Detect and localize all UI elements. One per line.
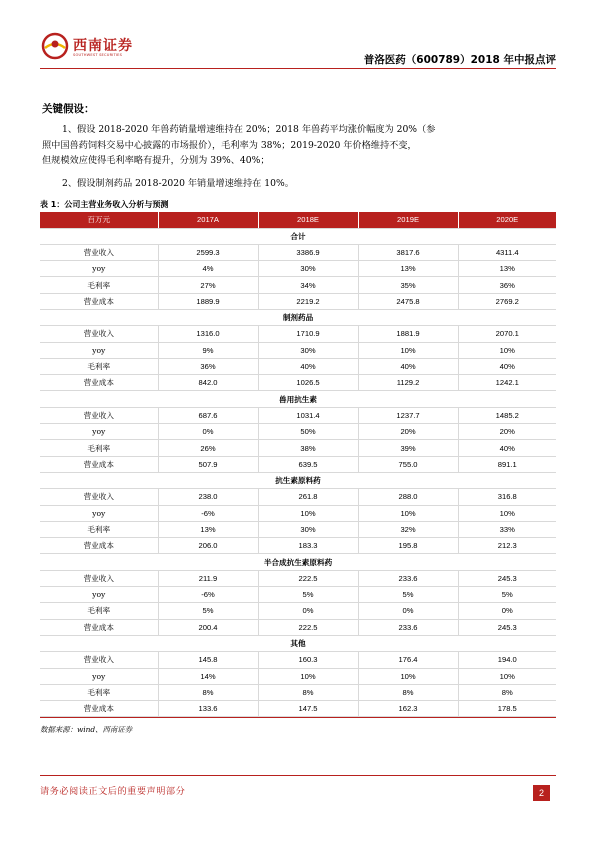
table-cell: 238.0 — [158, 489, 258, 505]
table-cell: 507.9 — [158, 456, 258, 472]
table-bottom-rule — [40, 717, 556, 718]
paragraph-line: 但规模效应使得毛利率略有提升，分别为 39%、40%； — [42, 155, 270, 166]
table-cell: 10% — [358, 505, 458, 521]
table-row — [40, 358, 556, 374]
table-cell: 1026.5 — [258, 375, 358, 391]
table-cell: 8% — [458, 684, 556, 700]
table-group-row — [40, 309, 556, 325]
group-label: 兽用抗生素 — [40, 391, 556, 407]
table-cell: 26% — [158, 440, 258, 456]
table-cell: 10% — [458, 668, 556, 684]
table-cell: 316.8 — [458, 489, 556, 505]
column-header: 2019E — [358, 212, 458, 228]
table-cell: 10% — [358, 342, 458, 358]
table-cell: 222.5 — [258, 619, 358, 635]
column-header: 2020E — [458, 212, 556, 228]
table-cell: 222.5 — [258, 570, 358, 586]
table-cell: 5% — [358, 587, 458, 603]
row-label: 毛利率 — [40, 684, 158, 700]
table-cell: 147.5 — [258, 701, 358, 717]
table-cell: 34% — [258, 277, 358, 293]
table-cell: 891.1 — [458, 456, 556, 472]
row-label: 营业收入 — [40, 489, 158, 505]
table-row — [40, 456, 556, 472]
column-header: 2017A — [158, 212, 258, 228]
row-label: yoy — [40, 424, 158, 440]
table-cell: 13% — [458, 261, 556, 277]
table-cell: 27% — [158, 277, 258, 293]
table-cell: 4311.4 — [458, 244, 556, 260]
table-cell: 145.8 — [158, 652, 258, 668]
table-cell: 13% — [358, 261, 458, 277]
table-cell: 162.3 — [358, 701, 458, 717]
table-cell: 178.5 — [458, 701, 556, 717]
table-cell: 10% — [358, 668, 458, 684]
row-label: yoy — [40, 261, 158, 277]
table-cell: 3817.6 — [358, 244, 458, 260]
table-cell: 10% — [258, 505, 358, 521]
table-group-row — [40, 554, 556, 570]
table-cell: 0% — [358, 603, 458, 619]
table-cell: 13% — [158, 521, 258, 537]
table-cell: 212.3 — [458, 538, 556, 554]
table-cell: 2769.2 — [458, 293, 556, 309]
table-row — [40, 489, 556, 505]
group-label: 抗生素原料药 — [40, 472, 556, 488]
row-label: 营业收入 — [40, 652, 158, 668]
table-group-row — [40, 391, 556, 407]
table-cell: 195.8 — [358, 538, 458, 554]
table-cell: 10% — [258, 668, 358, 684]
revenue-forecast-table — [40, 212, 556, 717]
row-label: yoy — [40, 668, 158, 684]
table-cell: 33% — [458, 521, 556, 537]
table-cell: 133.6 — [158, 701, 258, 717]
table-cell: 200.4 — [158, 619, 258, 635]
table-row — [40, 603, 556, 619]
data-source-note: 数据来源：wind、西南证券 — [40, 725, 133, 734]
table-cell: 639.5 — [258, 456, 358, 472]
row-label: 营业成本 — [40, 701, 158, 717]
row-label: yoy — [40, 505, 158, 521]
table-cell: 30% — [258, 261, 358, 277]
table-cell: 10% — [458, 505, 556, 521]
column-header: 2018E — [258, 212, 358, 228]
table-cell: 261.8 — [258, 489, 358, 505]
table-cell: 842.0 — [158, 375, 258, 391]
table-cell: 194.0 — [458, 652, 556, 668]
table-row — [40, 587, 556, 603]
table-cell: 0% — [458, 603, 556, 619]
row-label: yoy — [40, 342, 158, 358]
row-label: 毛利率 — [40, 521, 158, 537]
table-row — [40, 668, 556, 684]
table-row — [40, 505, 556, 521]
table-cell: 2599.3 — [158, 244, 258, 260]
table-cell: 176.4 — [358, 652, 458, 668]
table-row — [40, 684, 556, 700]
table-cell: 0% — [258, 603, 358, 619]
row-label: yoy — [40, 587, 158, 603]
table-cell: 183.3 — [258, 538, 358, 554]
table-cell: 1485.2 — [458, 407, 556, 423]
group-label: 合计 — [40, 228, 556, 244]
table-row — [40, 652, 556, 668]
table-cell: 36% — [158, 358, 258, 374]
table-row — [40, 261, 556, 277]
header-divider — [40, 68, 556, 69]
row-label: 毛利率 — [40, 603, 158, 619]
table-cell: 233.6 — [358, 619, 458, 635]
row-label: 毛利率 — [40, 358, 158, 374]
table-cell: 8% — [158, 684, 258, 700]
table-row — [40, 293, 556, 309]
table-cell: 288.0 — [358, 489, 458, 505]
table-cell: 233.6 — [358, 570, 458, 586]
row-label: 毛利率 — [40, 277, 158, 293]
table-cell: 0% — [158, 424, 258, 440]
company-logo — [40, 32, 160, 64]
table-cell: 5% — [458, 587, 556, 603]
page-number: 2 — [533, 785, 550, 801]
table-cell: 39% — [358, 440, 458, 456]
table-cell: 1316.0 — [158, 326, 258, 342]
table-row — [40, 521, 556, 537]
row-label: 营业成本 — [40, 456, 158, 472]
table-row — [40, 538, 556, 554]
table-cell: -6% — [158, 587, 258, 603]
row-label: 毛利率 — [40, 440, 158, 456]
row-label: 营业收入 — [40, 326, 158, 342]
table-group-row — [40, 635, 556, 651]
logo-emblem-icon — [40, 32, 70, 60]
table-row — [40, 570, 556, 586]
paragraph-line: 照中国兽药饲料交易中心披露的市场报价），毛利率为 38%；2019-2020 年价格维持不变， — [42, 139, 417, 151]
table-cell: 687.6 — [158, 407, 258, 423]
table-cell: 30% — [258, 521, 358, 537]
table-cell: 2475.8 — [358, 293, 458, 309]
table-cell: 20% — [458, 424, 556, 440]
assumption-paragraph-1 — [42, 122, 556, 169]
table-cell: 9% — [158, 342, 258, 358]
table-cell: 245.3 — [458, 570, 556, 586]
table-cell: 1242.1 — [458, 375, 556, 391]
row-label: 营业成本 — [40, 538, 158, 554]
table-row — [40, 375, 556, 391]
logo-name: 西南证券 — [73, 38, 133, 54]
table-row — [40, 701, 556, 717]
table-row — [40, 342, 556, 358]
table-cell: 40% — [458, 358, 556, 374]
table-row — [40, 619, 556, 635]
table-cell: 36% — [458, 277, 556, 293]
table-row — [40, 424, 556, 440]
table-row — [40, 244, 556, 260]
table-row — [40, 277, 556, 293]
paragraph-line: 1、假设 2018-2020 年兽药销量增速维持在 20%；2018 年兽药平均涨价幅度为 20%（参 — [62, 124, 436, 135]
page-header — [0, 0, 596, 80]
table-cell: 35% — [358, 277, 458, 293]
table-cell: -6% — [158, 505, 258, 521]
table-cell: 245.3 — [458, 619, 556, 635]
section-title: 关键假设： — [42, 103, 95, 115]
table-row — [40, 440, 556, 456]
assumption-paragraph-2: 2、假设制剂药品 2018-2020 年销量增速维持在 10%。 — [62, 178, 294, 189]
table-cell: 32% — [358, 521, 458, 537]
table-cell: 30% — [258, 342, 358, 358]
row-label: 营业收入 — [40, 570, 158, 586]
table-cell: 2070.1 — [458, 326, 556, 342]
group-label: 半合成抗生素原料药 — [40, 554, 556, 570]
table-cell: 10% — [458, 342, 556, 358]
table-cell: 1031.4 — [258, 407, 358, 423]
table-cell: 40% — [358, 358, 458, 374]
row-label: 营业成本 — [40, 293, 158, 309]
table-title: 表 1：公司主营业务收入分析与预测 — [40, 200, 169, 209]
table-cell: 3386.9 — [258, 244, 358, 260]
logo-subtitle: SOUTHWEST SECURITIES — [73, 53, 123, 57]
row-label: 营业成本 — [40, 619, 158, 635]
table-cell: 1881.9 — [358, 326, 458, 342]
table-cell: 14% — [158, 668, 258, 684]
table-row — [40, 326, 556, 342]
row-label: 营业收入 — [40, 407, 158, 423]
footer-notice: 请务必阅读正文后的重要声明部分 — [40, 786, 186, 797]
table-cell: 160.3 — [258, 652, 358, 668]
table-cell: 1710.9 — [258, 326, 358, 342]
table-cell: 1129.2 — [358, 375, 458, 391]
report-title: 普洛医药（600789）2018 年中报点评 — [363, 54, 556, 66]
table-cell: 8% — [258, 684, 358, 700]
table-cell: 5% — [258, 587, 358, 603]
table-cell: 2219.2 — [258, 293, 358, 309]
table-row — [40, 407, 556, 423]
table-cell: 211.9 — [158, 570, 258, 586]
table-header-row — [40, 212, 556, 228]
row-label: 营业成本 — [40, 375, 158, 391]
column-header: 百万元 — [40, 212, 158, 228]
table-group-row — [40, 228, 556, 244]
table-cell: 38% — [258, 440, 358, 456]
table-group-row — [40, 472, 556, 488]
table-cell: 1889.9 — [158, 293, 258, 309]
table-cell: 4% — [158, 261, 258, 277]
table-cell: 20% — [358, 424, 458, 440]
group-label: 制剂药品 — [40, 309, 556, 325]
table-cell: 206.0 — [158, 538, 258, 554]
table-cell: 40% — [258, 358, 358, 374]
table-cell: 755.0 — [358, 456, 458, 472]
row-label: 营业收入 — [40, 244, 158, 260]
footer-divider — [40, 775, 556, 776]
table-cell: 5% — [158, 603, 258, 619]
table-cell: 8% — [358, 684, 458, 700]
table-body — [40, 228, 556, 717]
table-cell: 1237.7 — [358, 407, 458, 423]
table-cell: 50% — [258, 424, 358, 440]
table-cell: 40% — [458, 440, 556, 456]
group-label: 其他 — [40, 635, 556, 651]
